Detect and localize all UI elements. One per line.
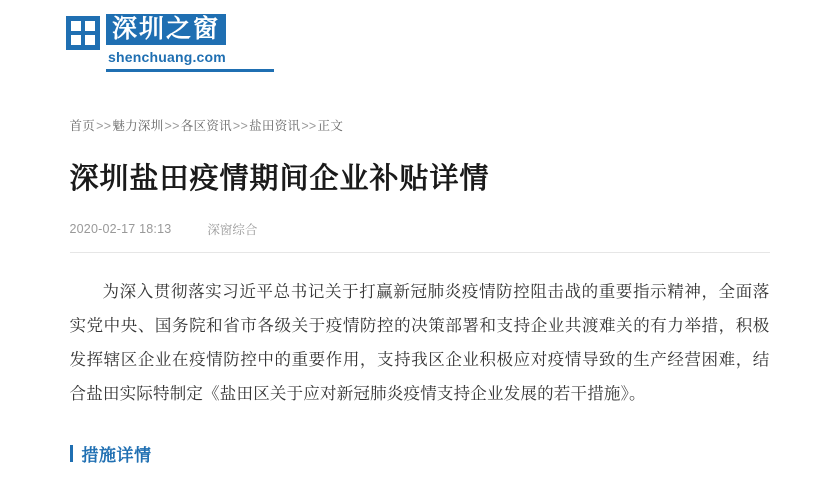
breadcrumb-item-home[interactable]: 首页 [69, 119, 96, 133]
section-heading-measures [70, 441, 770, 466]
logo-domain-name: shenchuang.com [108, 49, 226, 66]
section-heading-label: 措施详情 [81, 446, 152, 467]
logo-text-block [106, 14, 226, 65]
page-title: 深圳盐田疫情期间企业补贴详情 [69, 161, 490, 195]
article-source: 深窗综合 [207, 223, 258, 238]
site-header [0, 0, 839, 78]
section-accent-bar [70, 445, 73, 462]
breadcrumb-item-yantian-news[interactable]: 盐田资讯 [249, 119, 301, 133]
breadcrumb-item-charming-shenzhen[interactable]: 魅力深圳 [112, 119, 164, 133]
breadcrumb-item-current: 正文 [317, 119, 344, 133]
logo-underline [106, 69, 274, 72]
breadcrumb-separator: >> [232, 119, 249, 133]
breadcrumb [70, 78, 770, 134]
breadcrumb-separator: >> [96, 119, 112, 133]
meta-divider [70, 252, 770, 253]
window-grid-icon [66, 16, 100, 50]
publish-date: 2020-02-17 18:13 [69, 222, 172, 237]
article-meta [70, 220, 770, 238]
article-container [70, 78, 770, 466]
breadcrumb-item-district-news[interactable]: 各区资讯 [180, 119, 232, 133]
breadcrumb-separator: >> [164, 119, 180, 133]
article-paragraph: 为深入贯彻落实习近平总书记关于打赢新冠肺炎疫情防控阻击战的重要指示精神，全面落实党中央、国务院和省市各级关于疫情防控的决策部署和支持企业共渡难关的有力举措，积极发挥辖区企业在疫情防控中的重要作用，支持我区企业积极应对疫情导致的生产经营困难，结合盐田实际特制定《盐田区关于应对新冠肺炎疫情支持企业发展的若干措施》。 [69, 282, 770, 404]
logo-chinese-name: 深圳之窗 [106, 14, 226, 45]
site-logo[interactable] [66, 14, 839, 65]
breadcrumb-separator: >> [301, 119, 317, 133]
